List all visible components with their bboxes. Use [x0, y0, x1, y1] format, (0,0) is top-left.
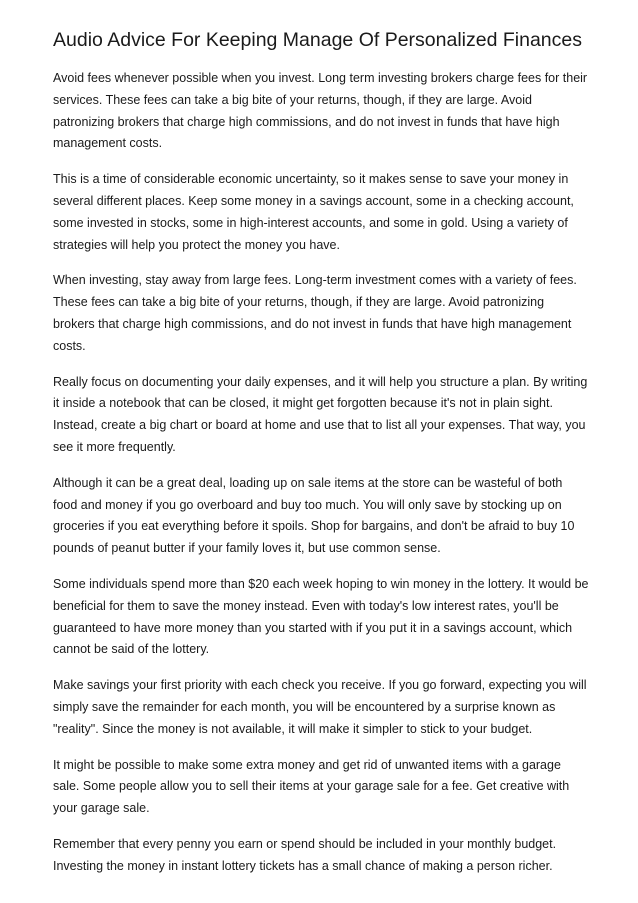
paragraph-1: Avoid fees whenever possible when you invest. Long term investing brokers charge fees for their services. These fees can take a big bite of your returns, though, if they are large. Avoid patronizing brokers that charge high commissions, and do not invest in funds that have high management costs.	[53, 71, 588, 151]
paragraph-4: Really focus on documenting your daily expenses, and it will help you structure a plan. By writing it inside a notebook that can be closed, it might get forgotten because it's not in plain sight. Instead, create a big chart or board at home and use that to list all your expenses. That way, you see it more frequently.	[53, 374, 588, 454]
paragraph-5: Although it can be a great deal, loading up on sale items at the store can be wasteful of both food and money if you go overboard and buy too much. You will only save by stocking up on groceries if you eat everything before it spoils. Shop for bargains, and don't be afraid to buy 10 pounds of peanut butter if your family loves it, but use common sense.	[53, 475, 575, 556]
paragraph-3: When investing, stay away from large fees. Long-term investment comes with a variety of fees. These fees can take a big bite of your returns, though, if they are large. Avoid patronizing brokers that charge high commissions, and do not invest in funds that have high management costs.	[53, 273, 577, 353]
document-body	[53, 68, 589, 892]
paragraph-8: It might be possible to make some extra money and get rid of unwanted items with a garage sale. Some people allow you to sell their items at your garage sale for a fee. Get creative with your garage sale.	[53, 757, 570, 816]
paragraph-6: Some individuals spend more than $20 each week hoping to win money in the lottery. It would be beneficial for them to save the money instead. Even with today's low interest rates, you'll be guaranteed to have more money than you started with if you put it in a savings account, which cannot be said of the lottery.	[53, 576, 589, 657]
paragraph-9: Remember that every penny you earn or spend should be included in your monthly budget. Investing the money in instant lottery tickets has a small chance of making a person richer.	[53, 836, 557, 873]
paragraph-2: This is a time of considerable economic uncertainty, so it makes sense to save your money in several different places. Keep some money in a savings account, some in a checking account, some invested in stocks, some in high-interest accounts, and some in gold. Using a variety of strategies will help you protect the money you have.	[53, 172, 574, 252]
paragraph-7: Make savings your first priority with each check you receive. If you go forward, expecting you will simply save the remainder for each month, you will be encountered by a surprise known as "reality". Since the money is not available, it will make it simpler to stick to your budget.	[53, 678, 587, 736]
document-title: Audio Advice For Keeping Manage Of Personalized Finances	[53, 29, 582, 51]
